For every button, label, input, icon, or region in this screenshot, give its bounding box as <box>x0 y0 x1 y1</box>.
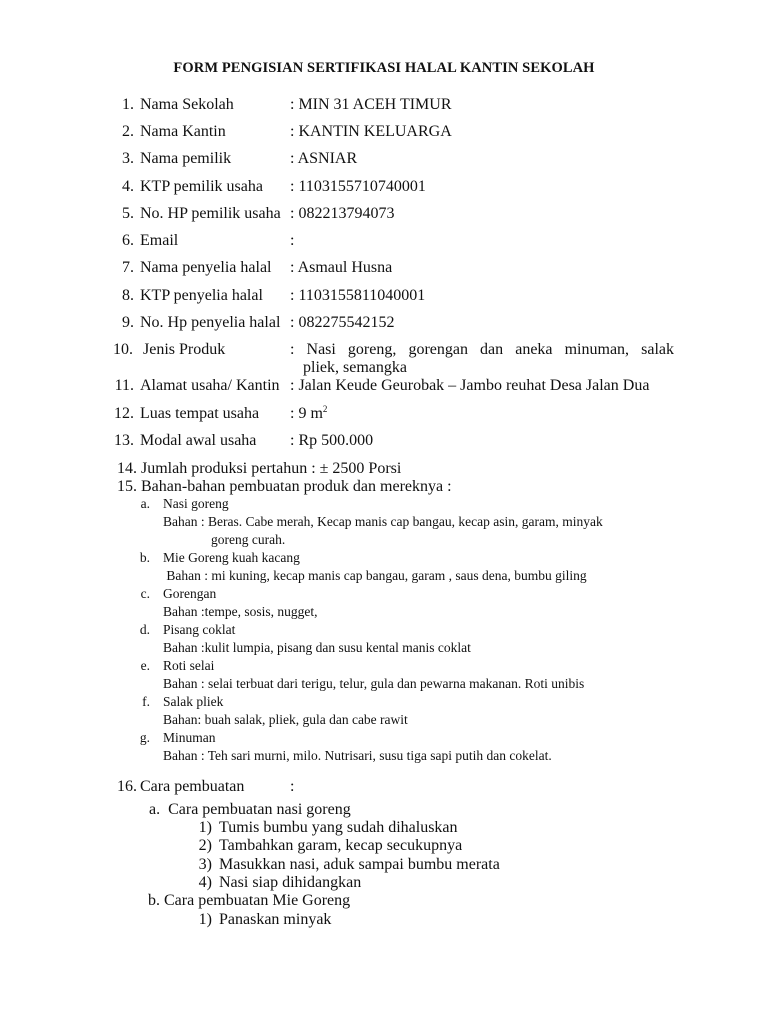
product-name: Pisang coklat <box>163 622 236 637</box>
field-value-text: : 9 m <box>290 405 323 422</box>
product-bahan: Bahan :tempe, sosis, nugget, <box>163 604 318 619</box>
field-label: Luas tempat usaha <box>140 405 260 422</box>
field-number: 10. <box>113 341 133 358</box>
field-number: 9. <box>122 314 134 331</box>
field-number: 13. <box>114 432 134 449</box>
product-letter: g. <box>139 730 150 745</box>
cara-a-heading: a. Cara pembuatan nasi goreng <box>149 801 351 818</box>
field-number: 15. <box>117 478 137 495</box>
product-bahan: Bahan: buah salak, pliek, gula dan cabe rawit <box>163 712 408 727</box>
field-number: 11. <box>114 377 134 394</box>
step-text: Masukkan nasi, aduk sampai bumbu merata <box>219 856 500 873</box>
product-bahan-continued: goreng curah. <box>211 532 286 547</box>
field-value: : 1103155811040001 <box>290 287 426 304</box>
field-label: Nama penyelia halal <box>140 259 272 276</box>
product-letter: d. <box>139 622 150 637</box>
field-number: 14. <box>117 460 137 477</box>
product-name: Roti selai <box>163 658 215 673</box>
field-label: Nama pemilik <box>140 150 232 167</box>
product-letter: b. <box>139 550 150 565</box>
field-value: : 1103155710740001 <box>290 178 426 195</box>
field-label: Nama Sekolah <box>140 96 234 113</box>
section-number: 16. <box>117 778 137 795</box>
field-value: : KANTIN KELUARGA <box>290 123 452 140</box>
field-number: 4. <box>122 178 134 195</box>
field-value: : ASNIAR <box>290 150 358 167</box>
field-label: Email <box>140 232 179 249</box>
field-label: Modal awal usaha <box>140 432 257 449</box>
product-letter: e. <box>140 658 150 673</box>
field-number: 12. <box>114 405 134 422</box>
field-number: 5. <box>122 205 134 222</box>
field-number: 8. <box>122 287 134 304</box>
product-bahan: Bahan : Teh sari murni, milo. Nutrisari, susu tiga sapi putih dan cokelat. <box>163 748 552 763</box>
section-colon: : <box>290 778 295 795</box>
field-label: No. HP pemilik usaha <box>140 205 281 222</box>
step-number: 2) <box>198 837 212 854</box>
field-number: 6. <box>122 232 134 249</box>
step-text: Nasi siap dihidangkan <box>219 874 362 891</box>
field-label: Jenis Produk <box>143 341 226 358</box>
step-text: Tambahkan garam, kecap secukupnya <box>219 837 463 854</box>
field-value: : <box>290 232 295 249</box>
step-text: Tumis bumbu yang sudah dihaluskan <box>219 819 458 836</box>
field-label: Jumlah produksi pertahun : ± 2500 Porsi <box>141 460 402 477</box>
form-title: FORM PENGISIAN SERTIFIKASI HALAL KANTIN SEKOLAH <box>173 60 595 76</box>
field-value <box>290 405 327 423</box>
field-value-continued: pliek, semangka <box>303 359 407 376</box>
step-number: 4) <box>198 874 212 891</box>
product-bahan: Bahan : selai terbuat dari terigu, telur, gula dan pewarna makanan. Roti unibis <box>163 676 585 691</box>
step-number: 3) <box>198 856 212 873</box>
step-text: Panaskan minyak <box>219 911 332 928</box>
product-name: Salak pliek <box>163 694 224 709</box>
product-bahan: Bahan : mi kuning, kecap manis cap bangau, garam , saus dena, bumbu giling <box>163 568 587 583</box>
product-letter: c. <box>140 586 150 601</box>
field-value: : Asmaul Husna <box>290 259 393 276</box>
field-number: 7. <box>122 259 134 276</box>
field-label: Alamat usaha/ Kantin <box>140 377 280 394</box>
field-label: No. Hp penyelia halal <box>140 314 281 331</box>
field-value: : Jalan Keude Geurobak – Jambo reuhat Desa Jalan Dua <box>290 377 650 394</box>
field-value: : Nasi goreng, gorengan dan aneka minuman, salak <box>290 341 674 358</box>
field-label: Bahan-bahan pembuatan produk dan mereknya : <box>141 478 452 495</box>
product-name: Gorengan <box>163 586 217 601</box>
step-number: 1) <box>198 911 212 928</box>
product-bahan: Bahan : Beras. Cabe merah, Kecap manis cap bangau, kecap asin, garam, minyak <box>163 514 603 529</box>
section-label: Cara pembuatan <box>140 778 245 795</box>
field-label: Nama Kantin <box>140 123 226 140</box>
product-bahan: Bahan :kulit lumpia, pisang dan susu kental manis coklat <box>163 640 471 655</box>
field-value: : 082213794073 <box>290 205 395 222</box>
field-value: : MIN 31 ACEH TIMUR <box>290 96 452 113</box>
product-letter: f. <box>142 694 150 709</box>
product-name: Minuman <box>163 730 216 745</box>
step-number: 1) <box>198 819 212 836</box>
field-number: 2. <box>122 123 134 140</box>
field-value: : Rp 500.000 <box>290 432 374 449</box>
superscript: 2 <box>322 404 328 414</box>
cara-b-heading: b. Cara pembuatan Mie Goreng <box>148 892 351 909</box>
field-value: : 082275542152 <box>290 314 395 331</box>
field-number: 3. <box>122 150 134 167</box>
product-name: Mie Goreng kuah kacang <box>163 550 300 565</box>
product-name: Nasi goreng <box>163 496 229 511</box>
field-label: KTP pemilik usaha <box>140 178 263 195</box>
field-number: 1. <box>122 96 134 113</box>
product-letter: a. <box>140 496 150 511</box>
field-label: KTP penyelia halal <box>140 287 263 304</box>
